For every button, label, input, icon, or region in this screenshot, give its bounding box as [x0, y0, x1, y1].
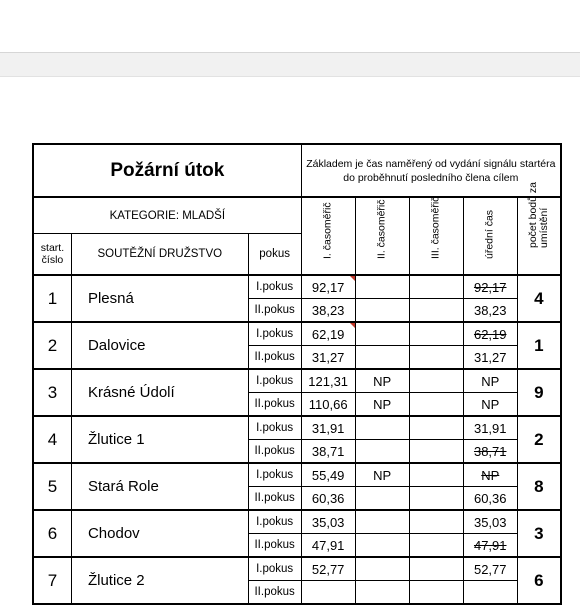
timer-2-value	[355, 346, 409, 370]
start-number: 5	[33, 463, 71, 510]
start-number: 7	[33, 557, 71, 604]
attempt-label: I.pokus	[248, 369, 301, 393]
timer-1-value: 92,17	[301, 275, 355, 299]
points: 4	[517, 275, 561, 322]
points: 8	[517, 463, 561, 510]
official-time	[463, 581, 517, 605]
points: 3	[517, 510, 561, 557]
col-team: SOUTĚŽNÍ DRUŽSTVO	[71, 234, 248, 275]
timer-2-value	[355, 581, 409, 605]
attempt-label: II.pokus	[248, 534, 301, 558]
category-label: KATEGORIE: MLADŠÍ	[33, 197, 301, 234]
timer-2-value	[355, 322, 409, 346]
timer-3-value	[409, 440, 463, 464]
team-name: Žlutice 1	[71, 416, 248, 463]
official-time: 52,77	[463, 557, 517, 581]
attempt-label: II.pokus	[248, 346, 301, 370]
team-name: Plesná	[71, 275, 248, 322]
team-name: Chodov	[71, 510, 248, 557]
results-sheet	[32, 143, 580, 598]
timer-1-value: 38,23	[301, 299, 355, 323]
official-time: 38,71	[463, 440, 517, 464]
col-timer-3: III. časoměřič	[429, 196, 442, 259]
col-start-number: start. číslo	[33, 234, 71, 275]
timer-3-value	[409, 510, 463, 534]
team-name: Dalovice	[71, 322, 248, 369]
timer-1-value: 60,36	[301, 487, 355, 511]
timer-3-value	[409, 487, 463, 511]
timer-2-value	[355, 440, 409, 464]
attempt-label: II.pokus	[248, 440, 301, 464]
table-row	[33, 322, 561, 346]
table-row	[33, 416, 561, 440]
timer-2-value: NP	[355, 393, 409, 417]
start-number: 1	[33, 275, 71, 322]
timing-note: Základem je čas naměřený od vydání signálu startéra do proběhnutí posledního člena cílem	[301, 144, 561, 197]
timer-3-value	[409, 581, 463, 605]
team-name: Krásné Údolí	[71, 369, 248, 416]
attempt-label: I.pokus	[248, 322, 301, 346]
col-points: počet bodů za umístění	[526, 182, 550, 248]
col-attempt: pokus	[248, 234, 301, 275]
col-timer-2: II. časoměřič	[375, 199, 388, 259]
attempt-label: I.pokus	[248, 275, 301, 299]
official-time: 31,91	[463, 416, 517, 440]
official-time: 92,17	[463, 275, 517, 299]
points: 1	[517, 322, 561, 369]
official-time: NP	[463, 393, 517, 417]
timer-1-value: 52,77	[301, 557, 355, 581]
timer-1-value: 47,91	[301, 534, 355, 558]
timer-1-value: 121,31	[301, 369, 355, 393]
timer-2-value: NP	[355, 369, 409, 393]
official-time: 31,27	[463, 346, 517, 370]
attempt-label: II.pokus	[248, 393, 301, 417]
timer-3-value	[409, 299, 463, 323]
timer-2-value	[355, 510, 409, 534]
timer-3-value	[409, 393, 463, 417]
timer-2-value	[355, 557, 409, 581]
attempt-label: II.pokus	[248, 487, 301, 511]
start-number: 6	[33, 510, 71, 557]
col-timer-1: I. časoměřič	[321, 202, 334, 259]
timer-1-value: 31,27	[301, 346, 355, 370]
start-number: 4	[33, 416, 71, 463]
timer-2-value	[355, 275, 409, 299]
timer-3-value	[409, 275, 463, 299]
timer-1-value: 38,71	[301, 440, 355, 464]
timer-2-value: NP	[355, 463, 409, 487]
start-number: 2	[33, 322, 71, 369]
timer-1-value: 62,19	[301, 322, 355, 346]
timer-3-value	[409, 557, 463, 581]
timer-3-value	[409, 346, 463, 370]
official-time: 62,19	[463, 322, 517, 346]
timer-3-value	[409, 322, 463, 346]
official-time: 60,36	[463, 487, 517, 511]
timer-2-value	[355, 487, 409, 511]
official-time: 47,91	[463, 534, 517, 558]
timer-1-value: 35,03	[301, 510, 355, 534]
table-row	[33, 275, 561, 299]
timer-3-value	[409, 416, 463, 440]
timer-2-value	[355, 416, 409, 440]
team-name: Stará Role	[71, 463, 248, 510]
attempt-label: I.pokus	[248, 416, 301, 440]
attempt-label: II.pokus	[248, 299, 301, 323]
official-time: NP	[463, 369, 517, 393]
timer-2-value	[355, 299, 409, 323]
timer-3-value	[409, 534, 463, 558]
points: 6	[517, 557, 561, 604]
timer-2-value	[355, 534, 409, 558]
browser-toolbar	[0, 0, 580, 53]
timer-1-value: 110,66	[301, 393, 355, 417]
toolbar-strip	[0, 53, 580, 77]
sheet-title: Požární útok	[33, 144, 301, 197]
table-row	[33, 369, 561, 393]
col-official-time: úřední čas	[483, 209, 496, 259]
attempt-label: I.pokus	[248, 510, 301, 534]
official-time: NP	[463, 463, 517, 487]
attempt-label: I.pokus	[248, 557, 301, 581]
points: 2	[517, 416, 561, 463]
attempt-label: II.pokus	[248, 581, 301, 605]
results-table	[32, 143, 562, 605]
table-row	[33, 463, 561, 487]
table-row	[33, 510, 561, 534]
timer-1-value: 55,49	[301, 463, 355, 487]
official-time: 35,03	[463, 510, 517, 534]
table-row	[33, 557, 561, 581]
timer-1-value	[301, 581, 355, 605]
timer-3-value	[409, 369, 463, 393]
points: 9	[517, 369, 561, 416]
attempt-label: I.pokus	[248, 463, 301, 487]
team-name: Žlutice 2	[71, 557, 248, 604]
timer-3-value	[409, 463, 463, 487]
timer-1-value: 31,91	[301, 416, 355, 440]
start-number: 3	[33, 369, 71, 416]
official-time: 38,23	[463, 299, 517, 323]
